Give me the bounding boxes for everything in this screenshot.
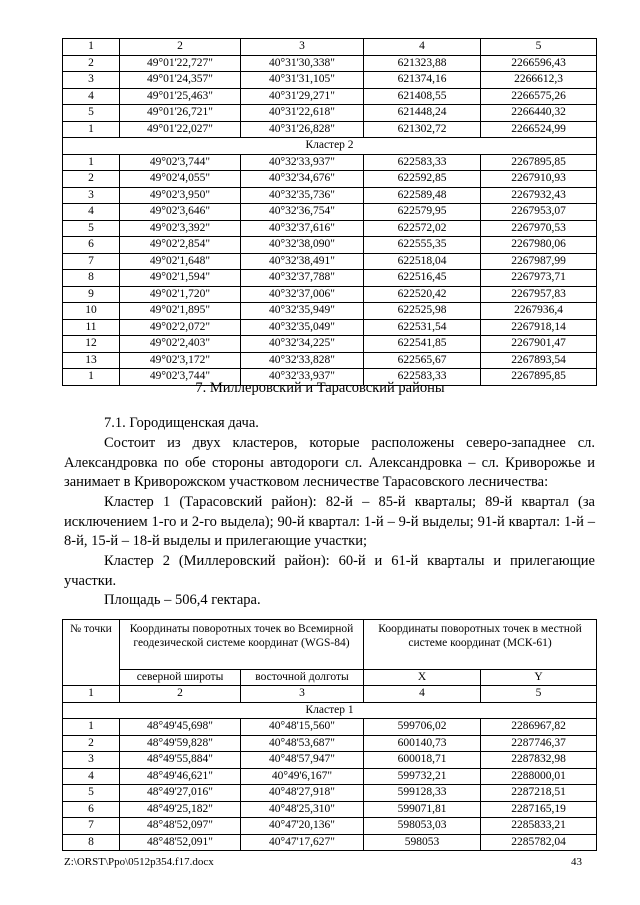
table-cell: 2267895,85: [481, 154, 597, 171]
table-cell: 2266440,32: [481, 105, 597, 122]
table-cell: 40°48'15,560": [241, 719, 364, 736]
table-row: [63, 253, 597, 270]
table-cell: 2267895,85: [481, 369, 597, 386]
table-cell: 49°02'1,594": [120, 270, 241, 287]
table-cell: 1: [63, 369, 120, 386]
table-cell: 2267910,93: [481, 171, 597, 188]
paragraph-cluster-1: Кластер 1 (Тарасовский район): 82-й – 85-й кварталы; 89-й квартал (за исключением 1-го и 2-го выдела); 90-й квартал: 1-й – 9-й выделы; 91-й квартал: 1-й – 8-й, 15-й – 18-й выделы и прилегающие участки;: [64, 494, 595, 549]
table-cell: 621408,55: [364, 88, 481, 105]
table-cell: 622516,45: [364, 270, 481, 287]
table-body: [63, 39, 597, 386]
table-cell: 7: [63, 818, 120, 835]
table-cell: 40°32'34,676": [241, 171, 364, 188]
table-cell: 40°32'33,828": [241, 352, 364, 369]
table-row: [63, 735, 597, 752]
table-cell: 40°31'31,105": [241, 72, 364, 89]
table-cell: 6: [63, 801, 120, 818]
table-cell: 4: [63, 204, 120, 221]
table-cell: 2267932,43: [481, 187, 597, 204]
table-cell: 48°48'52,097": [120, 818, 241, 835]
table-cell: 49°01'26,721": [120, 105, 241, 122]
table-cell: 5: [63, 105, 120, 122]
table-cell: 622579,95: [364, 204, 481, 221]
table-cell: 622583,33: [364, 154, 481, 171]
table-cell: 622555,35: [364, 237, 481, 254]
table-cell: 2266524,99: [481, 121, 597, 138]
table-cell: 48°49'55,884": [120, 752, 241, 769]
table-cell: 12: [63, 336, 120, 353]
column-subheader-longitude: восточной долготы: [241, 670, 364, 686]
table-cell: 40°47'20,136": [241, 818, 364, 835]
table-cell: 2267918,14: [481, 319, 597, 336]
table-row: [63, 121, 597, 138]
table-cell: 598053,03: [364, 818, 481, 835]
page-number: 43: [571, 856, 582, 868]
column-subheader-y: Y: [481, 670, 597, 686]
table-cell: 49°02'3,744": [120, 369, 241, 386]
table-cell: 40°48'53,687": [241, 735, 364, 752]
table-cell: 598053: [364, 834, 481, 851]
table-body: [63, 686, 597, 851]
column-header-msk: Координаты поворотных точек в местной системе координат (МСК-61): [364, 620, 597, 670]
table-row: [63, 818, 597, 835]
table-cell: 48°49'27,016": [120, 785, 241, 802]
table-cell: 622520,42: [364, 286, 481, 303]
table-cell: 621302,72: [364, 121, 481, 138]
table-cell: 2267987,99: [481, 253, 597, 270]
table-cell: 3: [63, 752, 120, 769]
paragraph-cluster-2: Кластер 2 (Миллеровский район): 60-й и 61-й кварталы и прилегающие участки.: [64, 553, 595, 589]
table-cell: 49°01'22,027": [120, 121, 241, 138]
table-cell: 49°02'1,720": [120, 286, 241, 303]
table-cell: 621448,24: [364, 105, 481, 122]
table-cell: 2267980,06: [481, 237, 597, 254]
coordinates-table-cluster: [62, 38, 597, 386]
table-cell: 40°49'6,167": [241, 768, 364, 785]
table-cell: 2287218,51: [481, 785, 597, 802]
table-cell: 622592,85: [364, 171, 481, 188]
section-heading: 7. Миллеровский и Тарасовский районы: [195, 380, 445, 396]
table-cell: 2267893,54: [481, 352, 597, 369]
table-cell: 600140,73: [364, 735, 481, 752]
table-row: [63, 55, 597, 72]
table-cell: 6: [63, 237, 120, 254]
table-cell: 40°31'29,271": [241, 88, 364, 105]
table-cell: 2: [120, 39, 241, 56]
table-cell: 11: [63, 319, 120, 336]
table-cell: 49°02'1,895": [120, 303, 241, 320]
table-cell: 2285782,04: [481, 834, 597, 851]
table-cell: 7: [63, 253, 120, 270]
table-cell: 40°48'27,918": [241, 785, 364, 802]
table-cell: 40°32'36,754": [241, 204, 364, 221]
cluster-row: [63, 138, 597, 155]
table-cell: 622518,04: [364, 253, 481, 270]
table-cell: 40°32'33,937": [241, 369, 364, 386]
column-number-row: [63, 686, 597, 703]
column-subheader-x: X: [364, 670, 481, 686]
table-cell: 49°02'2,403": [120, 336, 241, 353]
table-cell: 40°32'34,225": [241, 336, 364, 353]
table-cell: 2: [63, 735, 120, 752]
table-cell: 622589,48: [364, 187, 481, 204]
table-cell: 9: [63, 286, 120, 303]
coordinates-table-main: [62, 619, 597, 851]
table-cell: 40°32'35,049": [241, 319, 364, 336]
table-cell: 622572,02: [364, 220, 481, 237]
table-cell: 5: [63, 220, 120, 237]
table-cell: 40°32'37,616": [241, 220, 364, 237]
table-cell: 13: [63, 352, 120, 369]
table-cell: 621323,88: [364, 55, 481, 72]
table-cell: 4: [63, 768, 120, 785]
table-cell: 49°02'2,854": [120, 237, 241, 254]
table-cell: 48°48'52,091": [120, 834, 241, 851]
table-cell: 40°31'30,338": [241, 55, 364, 72]
table-cell: 48°49'59,828": [120, 735, 241, 752]
table-cell: 48°49'46,621": [120, 768, 241, 785]
table-cell: 49°02'4,055": [120, 171, 241, 188]
table-row: [63, 220, 597, 237]
table-row: [63, 154, 597, 171]
table-row: [63, 352, 597, 369]
table-cell: 3: [63, 72, 120, 89]
table-row: [63, 286, 597, 303]
table-cell: 49°02'3,172": [120, 352, 241, 369]
table-cell: 599732,21: [364, 768, 481, 785]
table-cell: 2287746,37: [481, 735, 597, 752]
column-header-wgs: Координаты поворотных точек во Всемирной геодезической системе координат (WGS-84): [120, 620, 364, 670]
column-header-point: № точки: [63, 620, 120, 686]
column-number-row: [63, 39, 597, 56]
table-cell: 2267936,4: [481, 303, 597, 320]
table-cell: 622525,98: [364, 303, 481, 320]
table-header: [63, 620, 597, 686]
table-cell: 2266596,43: [481, 55, 597, 72]
table-row: [63, 171, 597, 188]
table-cell: 49°02'1,648": [120, 253, 241, 270]
table-cell: 622531,54: [364, 319, 481, 336]
table-row: [63, 72, 597, 89]
table-cell: 40°32'37,006": [241, 286, 364, 303]
table-cell: 40°32'38,090": [241, 237, 364, 254]
table-row: [63, 319, 597, 336]
table-cell: 40°32'37,788": [241, 270, 364, 287]
table-row: [63, 336, 597, 353]
cluster-label: Кластер 1: [63, 702, 597, 719]
table-row: [63, 752, 597, 769]
table-cell: 622565,67: [364, 352, 481, 369]
footer-file-path: Z:\ORST\Ppo\0512p354.f17.docx: [64, 856, 214, 868]
table-cell: 2285833,21: [481, 818, 597, 835]
table-cell: 2267973,71: [481, 270, 597, 287]
table-cell: 599706,02: [364, 719, 481, 736]
table-cell: 2267953,07: [481, 204, 597, 221]
table-cell: 40°32'35,949": [241, 303, 364, 320]
table-cell: 40°32'35,736": [241, 187, 364, 204]
table-cell: 2288000,01: [481, 768, 597, 785]
table-row: [63, 834, 597, 851]
table-cell: 2267957,83: [481, 286, 597, 303]
table-cell: 48°49'25,182": [120, 801, 241, 818]
table-cell: 600018,71: [364, 752, 481, 769]
table-cell: 2: [120, 686, 241, 703]
table-cell: 1: [63, 686, 120, 703]
table-cell: 40°48'57,947": [241, 752, 364, 769]
table-cell: 8: [63, 834, 120, 851]
table-cell: 49°01'22,727": [120, 55, 241, 72]
cluster-row: [63, 702, 597, 719]
table-cell: 5: [63, 785, 120, 802]
table-cell: 599071,81: [364, 801, 481, 818]
table-cell: 2: [63, 55, 120, 72]
table-cell: 40°47'17,627": [241, 834, 364, 851]
table-cell: 622583,33: [364, 369, 481, 386]
table-cell: 5: [481, 686, 597, 703]
table-cell: 622541,85: [364, 336, 481, 353]
table-cell: 4: [364, 686, 481, 703]
table-cell: 5: [481, 39, 597, 56]
table-row: [63, 768, 597, 785]
table-row: [63, 237, 597, 254]
table-cell: 2266612,3: [481, 72, 597, 89]
table-cell: 3: [241, 39, 364, 56]
table-cell: 40°31'22,618": [241, 105, 364, 122]
table-row: [63, 719, 597, 736]
table-cell: 1: [63, 154, 120, 171]
table-cell: 3: [63, 187, 120, 204]
table-cell: 40°32'33,937": [241, 154, 364, 171]
table-cell: 48°49'45,698": [120, 719, 241, 736]
table-cell: 1: [63, 39, 120, 56]
column-subheader-latitude: северной широты: [120, 670, 241, 686]
table-row: [63, 801, 597, 818]
table-cell: 40°48'25,310": [241, 801, 364, 818]
table-cell: 49°02'3,744": [120, 154, 241, 171]
table-cell: 49°01'24,357": [120, 72, 241, 89]
table-cell: 2287832,98: [481, 752, 597, 769]
cluster-label: Кластер 2: [63, 138, 597, 155]
table-cell: 4: [364, 39, 481, 56]
table-row: [63, 105, 597, 122]
table-row: [63, 88, 597, 105]
paragraph-area: Площадь – 506,4 гектара.: [104, 592, 261, 608]
table-cell: 49°01'25,463": [120, 88, 241, 105]
table-cell: 49°02'3,950": [120, 187, 241, 204]
table-cell: 1: [63, 719, 120, 736]
table-cell: 621374,16: [364, 72, 481, 89]
table-cell: 2: [63, 171, 120, 188]
table-cell: 2267901,47: [481, 336, 597, 353]
table-cell: 2267970,53: [481, 220, 597, 237]
table-row: [63, 187, 597, 204]
table-cell: 10: [63, 303, 120, 320]
table-row: [63, 785, 597, 802]
table-cell: 40°32'38,491": [241, 253, 364, 270]
table-cell: 49°02'3,646": [120, 204, 241, 221]
table-row: [63, 303, 597, 320]
table-cell: 49°02'2,072": [120, 319, 241, 336]
table-cell: 4: [63, 88, 120, 105]
table-cell: 8: [63, 270, 120, 287]
table-cell: 2287165,19: [481, 801, 597, 818]
table-row: [63, 270, 597, 287]
table-cell: 49°02'3,392": [120, 220, 241, 237]
table-cell: 599128,33: [364, 785, 481, 802]
table-cell: 2266575,26: [481, 88, 597, 105]
table-cell: 40°31'26,828": [241, 121, 364, 138]
table-cell: 1: [63, 121, 120, 138]
paragraph-description: Состоит из двух кластеров, которые расположены северо-западнее сл. Александровка по обе стороны автодороги сл. Александровка – сл. Криворожье и занимает в Криворожском участковом лесничестве Тарасовского лесничества:: [64, 435, 595, 490]
table-cell: 3: [241, 686, 364, 703]
table-row: [63, 204, 597, 221]
subsection-heading: 7.1. Городищенская дача.: [104, 415, 259, 431]
table-cell: 2286967,82: [481, 719, 597, 736]
